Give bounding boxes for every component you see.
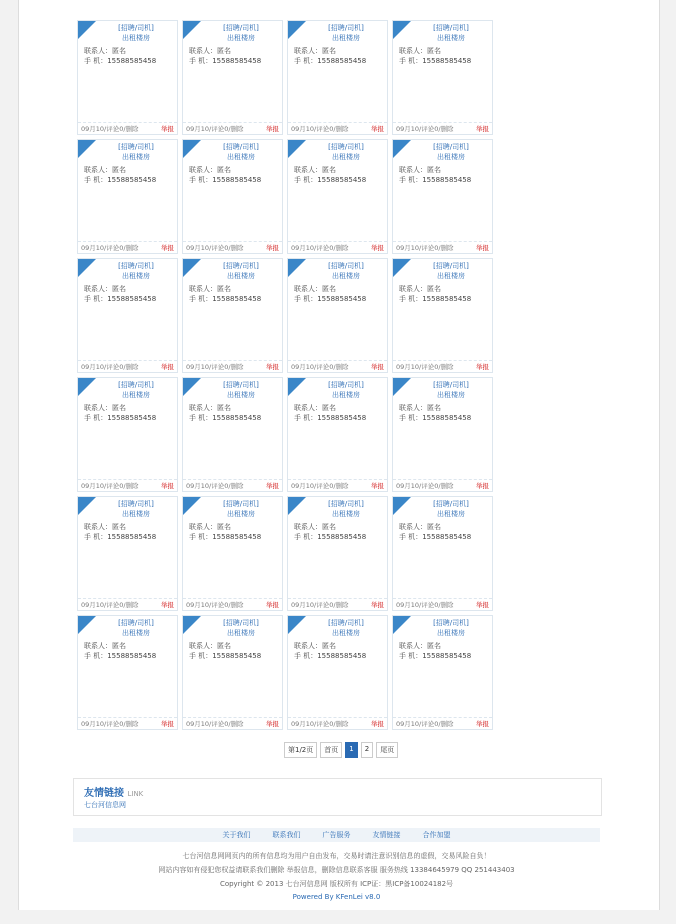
report-link[interactable]: 举报 xyxy=(266,720,279,728)
listing-footer: 09月10/评论0/删除 举报 xyxy=(288,360,387,372)
page-1-link[interactable]: 1 xyxy=(345,742,357,758)
listing-title[interactable]: [招聘/司机] 出租楼房 xyxy=(118,500,154,518)
listing-footer: 09月10/评论0/删除 举报 xyxy=(393,241,492,253)
report-link[interactable]: 举报 xyxy=(476,601,489,609)
listing-body: 联系人：匿名 手 机：15588585458 xyxy=(84,47,157,65)
report-link[interactable]: 举报 xyxy=(476,363,489,371)
report-link[interactable]: 举报 xyxy=(476,244,489,252)
new-ribbon-icon xyxy=(183,616,201,634)
listing-card[interactable] xyxy=(392,615,493,730)
listing-body: 联系人：匿名 手 机：15588585458 xyxy=(294,404,367,422)
listing-body: 联系人：匿名 手 机：15588585458 xyxy=(294,166,367,184)
new-ribbon-icon xyxy=(288,497,306,515)
report-link[interactable]: 举报 xyxy=(161,363,174,371)
listing-footer: 09月10/评论0/删除 举报 xyxy=(78,717,177,729)
listing-title[interactable]: [招聘/司机] 出租楼房 xyxy=(433,143,469,161)
report-link[interactable]: 举报 xyxy=(161,720,174,728)
new-ribbon-icon xyxy=(288,616,306,634)
listing-footer: 09月10/评论0/删除 举报 xyxy=(78,122,177,134)
listing-body: 联系人：匿名 手 机：15588585458 xyxy=(399,642,472,660)
footer-powered: Powered By KFenLei v8.0 xyxy=(292,893,381,901)
listing-footer: 09月10/评论0/删除 举报 xyxy=(393,479,492,491)
page-info: 第1/2页 xyxy=(284,742,317,758)
new-ribbon-icon xyxy=(393,140,411,158)
listing-title[interactable]: [招聘/司机] 出租楼房 xyxy=(433,619,469,637)
listing-title[interactable]: [招聘/司机] 出租楼房 xyxy=(328,500,364,518)
new-ribbon-icon xyxy=(78,497,96,515)
listing-card[interactable] xyxy=(182,377,283,492)
listing-body: 联系人：匿名 手 机：15588585458 xyxy=(189,404,262,422)
report-link[interactable]: 举报 xyxy=(371,363,384,371)
listing-card[interactable] xyxy=(287,496,388,611)
new-ribbon-icon xyxy=(78,616,96,634)
new-ribbon-icon xyxy=(288,378,306,396)
listing-footer: 09月10/评论0/删除 举报 xyxy=(78,241,177,253)
listing-body: 联系人：匿名 手 机：15588585458 xyxy=(189,166,262,184)
listing-footer: 09月10/评论0/删除 举报 xyxy=(288,479,387,491)
new-ribbon-icon xyxy=(183,378,201,396)
new-ribbon-icon xyxy=(393,378,411,396)
listing-card[interactable] xyxy=(287,377,388,492)
listing-title[interactable]: [招聘/司机] 出租楼房 xyxy=(223,143,259,161)
listing-card[interactable] xyxy=(77,377,178,492)
listing-title[interactable]: [招聘/司机] 出租楼房 xyxy=(433,262,469,280)
footer-links[interactable]: 友情链接 xyxy=(372,831,401,839)
friend-links xyxy=(73,778,602,816)
first-page-link[interactable]: 首页 xyxy=(320,742,342,758)
new-ribbon-icon xyxy=(393,616,411,634)
new-ribbon-icon xyxy=(183,140,201,158)
listing-card[interactable] xyxy=(392,258,493,373)
new-ribbon-icon xyxy=(288,140,306,158)
listing-title[interactable]: [招聘/司机] 出租楼房 xyxy=(328,619,364,637)
listing-body: 联系人：匿名 手 机：15588585458 xyxy=(84,166,157,184)
new-ribbon-icon xyxy=(183,497,201,515)
listing-title[interactable]: [招聘/司机] 出租楼房 xyxy=(118,619,154,637)
page-2-link[interactable]: 2 xyxy=(361,742,373,758)
report-link[interactable]: 举报 xyxy=(476,482,489,490)
listing-title[interactable]: [招聘/司机] 出租楼房 xyxy=(118,262,154,280)
new-ribbon-icon xyxy=(288,259,306,277)
listing-footer: 09月10/评论0/删除 举报 xyxy=(183,241,282,253)
listing-title[interactable]: [招聘/司机] 出租楼房 xyxy=(223,619,259,637)
listing-footer: 09月10/评论0/删除 举报 xyxy=(183,122,282,134)
listing-footer: 09月10/评论0/删除 举报 xyxy=(393,717,492,729)
listing-body: 联系人：匿名 手 机：15588585458 xyxy=(84,404,157,422)
listing-card[interactable] xyxy=(77,139,178,254)
listing-footer: 09月10/评论0/删除 举报 xyxy=(393,360,492,372)
listing-title[interactable]: [招聘/司机] 出租楼房 xyxy=(328,262,364,280)
footer-disclaimer: 七台河信息网网页内的所有信息均为用户自由发布，交易时请注意识别信息的虚假，交易风险自负！ xyxy=(182,852,491,860)
listing-title[interactable]: [招聘/司机] 出租楼房 xyxy=(433,500,469,518)
footer-contact[interactable]: 联系我们 xyxy=(272,831,301,839)
listing-title[interactable]: [招聘/司机] 出租楼房 xyxy=(433,381,469,399)
footer-about[interactable]: 关于我们 xyxy=(222,831,251,839)
report-link[interactable]: 举报 xyxy=(266,482,279,490)
listing-row xyxy=(77,615,497,734)
listing-body: 联系人：匿名 手 机：15588585458 xyxy=(294,523,367,541)
listing-body: 联系人：匿名 手 机：15588585458 xyxy=(189,285,262,303)
footer-ads[interactable]: 广告服务 xyxy=(322,831,351,839)
listing-body: 联系人：匿名 手 机：15588585458 xyxy=(189,47,262,65)
listing-card[interactable] xyxy=(77,258,178,373)
listing-row xyxy=(77,496,497,615)
new-ribbon-icon xyxy=(393,259,411,277)
footer-copyright: Copyright © 2013 七台河信息网 版权所有 ICP证：黑ICP备10024182号 xyxy=(219,880,454,888)
listing-card[interactable] xyxy=(77,20,178,135)
listing-footer: 09月10/评论0/删除 举报 xyxy=(393,122,492,134)
listing-body: 联系人：匿名 手 机：15588585458 xyxy=(399,47,472,65)
listing-footer: 09月10/评论0/删除 举报 xyxy=(78,598,177,610)
report-link[interactable]: 举报 xyxy=(371,244,384,252)
report-link[interactable]: 举报 xyxy=(266,363,279,371)
listing-body: 联系人：匿名 手 机：15588585458 xyxy=(294,285,367,303)
report-link[interactable]: 举报 xyxy=(371,125,384,133)
listing-card[interactable] xyxy=(287,615,388,730)
last-page-link[interactable]: 尾页 xyxy=(376,742,398,758)
listing-card[interactable] xyxy=(392,377,493,492)
listing-body: 联系人：匿名 手 机：15588585458 xyxy=(399,285,472,303)
report-link[interactable]: 举报 xyxy=(371,482,384,490)
report-link[interactable]: 举报 xyxy=(161,482,174,490)
listing-title[interactable]: [招聘/司机] 出租楼房 xyxy=(328,143,364,161)
report-link[interactable]: 举报 xyxy=(161,244,174,252)
listing-footer: 09月10/评论0/删除 举报 xyxy=(78,479,177,491)
pagination xyxy=(284,742,398,758)
listing-title[interactable]: [招聘/司机] 出租楼房 xyxy=(433,24,469,42)
listing-row xyxy=(77,139,497,258)
listing-card[interactable] xyxy=(392,496,493,611)
new-ribbon-icon xyxy=(78,378,96,396)
listing-title[interactable]: [招聘/司机] 出租楼房 xyxy=(223,262,259,280)
listing-card[interactable] xyxy=(182,258,283,373)
listing-footer: 09月10/评论0/删除 举报 xyxy=(288,598,387,610)
new-ribbon-icon xyxy=(393,497,411,515)
listing-title[interactable]: [招聘/司机] 出租楼房 xyxy=(223,381,259,399)
listing-footer: 09月10/评论0/删除 举报 xyxy=(183,598,282,610)
listing-card[interactable] xyxy=(182,496,283,611)
listing-row xyxy=(77,377,497,496)
listing-body: 联系人：匿名 手 机：15588585458 xyxy=(294,642,367,660)
listing-title[interactable]: [招聘/司机] 出租楼房 xyxy=(118,381,154,399)
listing-body: 联系人：匿名 手 机：15588585458 xyxy=(399,166,472,184)
new-ribbon-icon xyxy=(393,21,411,39)
footer-contact-line: 网站内容如有侵犯您权益请联系我们删除 举报信息，删除信息联系客服 服务热线 13384645979 QQ 251443403 xyxy=(158,866,515,874)
report-link[interactable]: 举报 xyxy=(161,125,174,133)
listing-footer: 09月10/评论0/删除 举报 xyxy=(288,122,387,134)
report-link[interactable]: 举报 xyxy=(476,720,489,728)
friend-links-title: 友情链接 LINK xyxy=(84,788,144,799)
listing-row xyxy=(77,258,497,377)
listing-card[interactable] xyxy=(287,139,388,254)
new-ribbon-icon xyxy=(78,259,96,277)
new-ribbon-icon xyxy=(288,21,306,39)
listing-body: 联系人：匿名 手 机：15588585458 xyxy=(189,523,262,541)
listing-body: 联系人：匿名 手 机：15588585458 xyxy=(84,642,157,660)
footer-join[interactable]: 合作加盟 xyxy=(422,831,451,839)
listing-body: 联系人：匿名 手 机：15588585458 xyxy=(399,523,472,541)
listing-card[interactable] xyxy=(392,20,493,135)
report-link[interactable]: 举报 xyxy=(476,125,489,133)
listing-body: 联系人：匿名 手 机：15588585458 xyxy=(84,523,157,541)
listing-body: 联系人：匿名 手 机：15588585458 xyxy=(294,47,367,65)
report-link[interactable]: 举报 xyxy=(266,601,279,609)
listing-footer: 09月10/评论0/删除 举报 xyxy=(288,717,387,729)
listing-title[interactable]: [招聘/司机] 出租楼房 xyxy=(118,24,154,42)
listing-row xyxy=(77,20,497,139)
listing-body: 联系人：匿名 手 机：15588585458 xyxy=(399,404,472,422)
listing-card[interactable] xyxy=(182,139,283,254)
listing-title[interactable]: [招聘/司机] 出租楼房 xyxy=(328,24,364,42)
listing-card[interactable] xyxy=(182,20,283,135)
listing-card[interactable] xyxy=(392,139,493,254)
listing-title[interactable]: [招聘/司机] 出租楼房 xyxy=(223,500,259,518)
listing-title[interactable]: [招聘/司机] 出租楼房 xyxy=(223,24,259,42)
listing-footer: 09月10/评论0/删除 举报 xyxy=(183,360,282,372)
report-link[interactable]: 举报 xyxy=(266,125,279,133)
listing-card[interactable] xyxy=(77,615,178,730)
listing-footer: 09月10/评论0/删除 举报 xyxy=(393,598,492,610)
friend-link-item[interactable]: 七台河信息网 xyxy=(84,801,126,809)
listing-card[interactable] xyxy=(77,496,178,611)
listing-title[interactable]: [招聘/司机] 出租楼房 xyxy=(118,143,154,161)
listing-title[interactable]: [招聘/司机] 出租楼房 xyxy=(328,381,364,399)
report-link[interactable]: 举报 xyxy=(371,720,384,728)
listing-card[interactable] xyxy=(287,20,388,135)
listing-footer: 09月10/评论0/删除 举报 xyxy=(183,717,282,729)
listing-footer: 09月10/评论0/删除 举报 xyxy=(183,479,282,491)
listing-footer: 09月10/评论0/删除 举报 xyxy=(78,360,177,372)
listing-body: 联系人：匿名 手 机：15588585458 xyxy=(84,285,157,303)
listing-card[interactable] xyxy=(182,615,283,730)
new-ribbon-icon xyxy=(183,21,201,39)
report-link[interactable]: 举报 xyxy=(266,244,279,252)
listing-body: 联系人：匿名 手 机：15588585458 xyxy=(189,642,262,660)
listing-card[interactable] xyxy=(287,258,388,373)
report-link[interactable]: 举报 xyxy=(161,601,174,609)
listing-footer: 09月10/评论0/删除 举报 xyxy=(288,241,387,253)
footer-nav xyxy=(73,828,600,842)
new-ribbon-icon xyxy=(183,259,201,277)
report-link[interactable]: 举报 xyxy=(371,601,384,609)
new-ribbon-icon xyxy=(78,140,96,158)
new-ribbon-icon xyxy=(78,21,96,39)
